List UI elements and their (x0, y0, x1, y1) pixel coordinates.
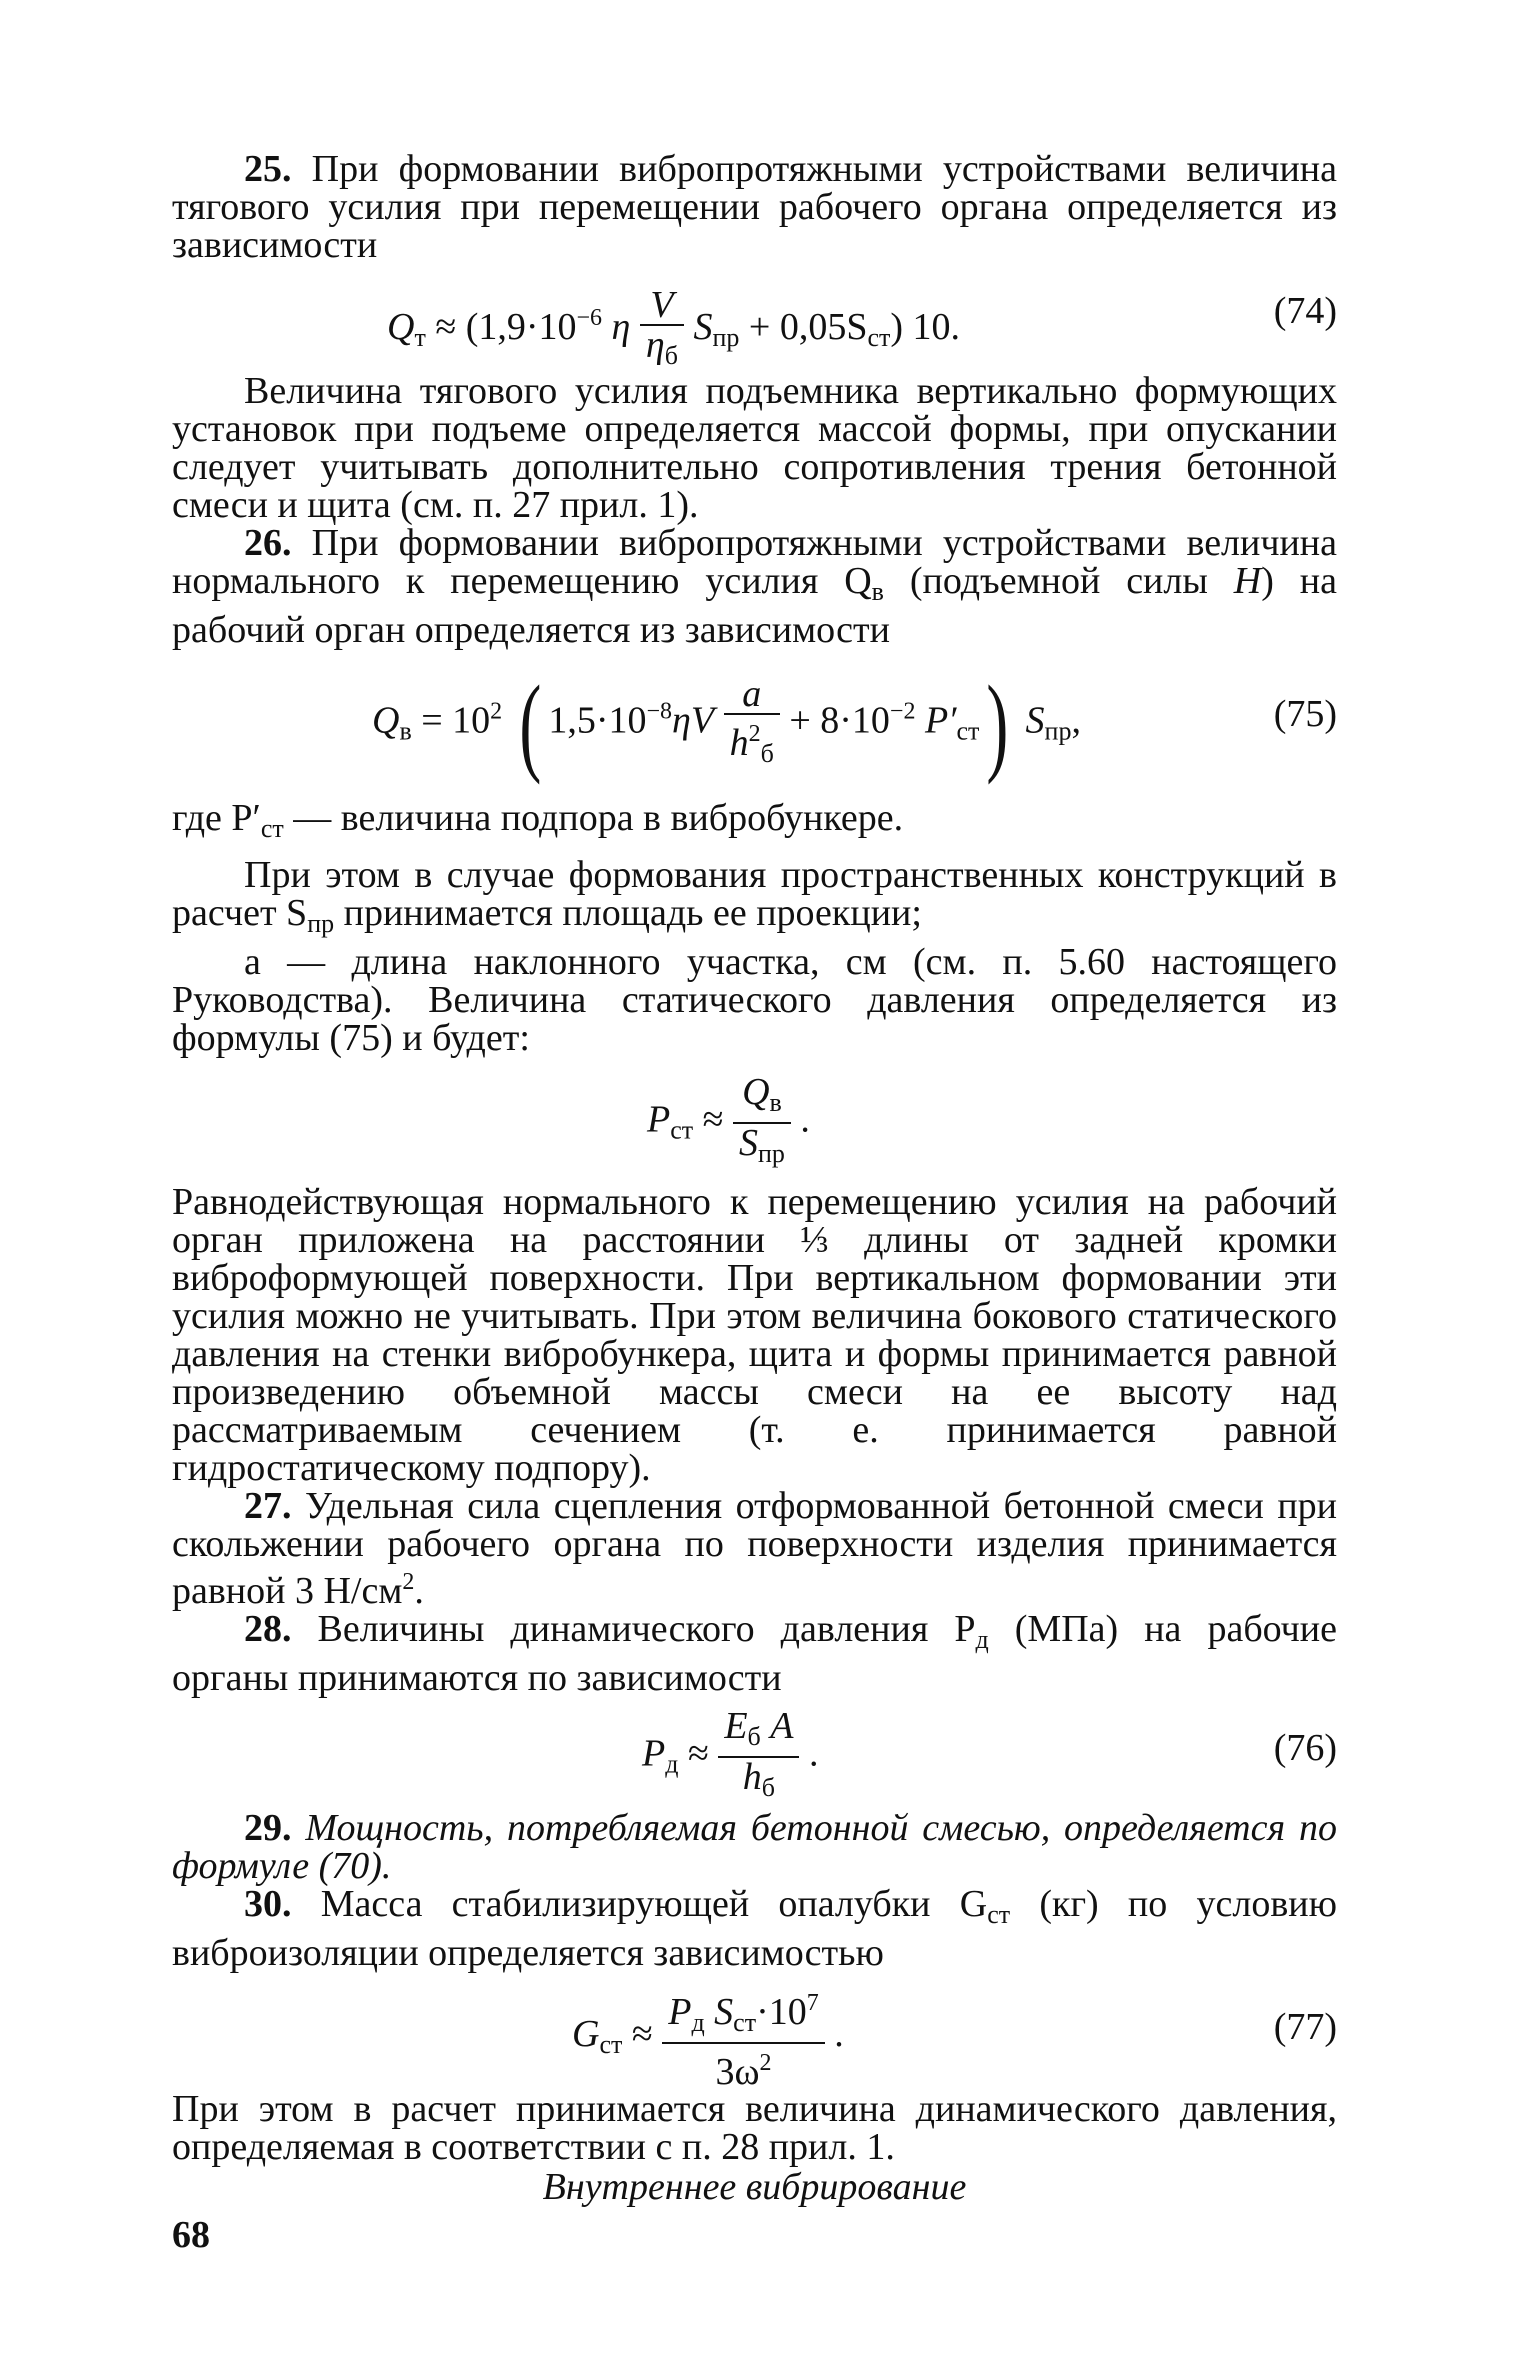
eq-symbol: G (572, 2013, 600, 2056)
paragraph-where (172, 799, 1337, 848)
paragraph-final: При этом в расчет принимается величина динамического давления, определяемая в соответствии с п. 28 прил. 1. (172, 2088, 1337, 2168)
eq-sub: пр (1044, 716, 1072, 746)
item-number: 30. (244, 1883, 292, 1925)
eq-text: . (834, 2013, 844, 2056)
eq-sub: ст (670, 1115, 694, 1145)
eq-sup: −6 (576, 305, 603, 332)
eq-sub: т (414, 323, 426, 353)
eq-sub: ст (867, 323, 891, 353)
eq-sub: ст (733, 2008, 757, 2037)
paragraph-26 (172, 524, 1337, 649)
paragraph-text: Масса стабилизирующей опалубки G (320, 1883, 988, 1925)
section-heading: Внутреннее вибрирование (542, 2166, 967, 2208)
paragraph-spatial (172, 856, 1337, 943)
right-paren: ) (986, 663, 1009, 785)
frac-numerator: a (742, 673, 762, 715)
item-number: 26. (244, 522, 292, 564)
eq-operator: ≈ (687, 1732, 709, 1775)
eq-text: η (602, 306, 631, 349)
eq-operator: ≈ (435, 306, 457, 349)
eq-sub: б (760, 739, 774, 768)
eq-text: A (760, 1705, 794, 1747)
paragraph-a-definition: a — длина наклонного участка, см (см. п. 5.60 настоящего Руководства). Величина статического давления определяется из формулы (75) и будет: (172, 941, 1337, 1059)
page-body (172, 150, 1337, 2206)
frac-denominator: h (729, 722, 749, 764)
eq-sub: в (871, 577, 884, 606)
paragraph-text: Мощность, потребляемая бетонной смесью, определяется по формуле (70). (172, 1807, 1337, 1887)
eq-symbol: Q (387, 306, 415, 349)
item-number: 27. (244, 1485, 292, 1527)
eq-fraction (718, 1707, 799, 1807)
eq-sub: пр (307, 909, 335, 938)
eq-text: P′ (915, 699, 957, 742)
eq-text: S (1016, 699, 1045, 742)
frac-numerator: V (650, 284, 674, 326)
eq-text: ) 10. (890, 306, 961, 349)
eq-sub: ст (260, 814, 284, 843)
eq-sup: 2 (759, 2050, 772, 2076)
paragraph-text: Величины динамического давления P (317, 1608, 976, 1650)
eq-sup: −8 (646, 698, 673, 725)
left-paren: ( (519, 663, 541, 785)
eq-text: . (808, 1732, 819, 1775)
item-number: 25. (244, 148, 292, 190)
equation-75 (172, 655, 1337, 795)
paragraph-text: (кг) по условию виброизоляции определяется зависимостью (172, 1883, 1337, 1974)
eq-sub: в (399, 716, 412, 746)
page-number: 68 (172, 2214, 210, 2256)
item-number: 29. (244, 1807, 292, 1849)
frac-denominator: 3ω (715, 2051, 760, 2093)
eq-text: 1,5·10 (548, 699, 647, 742)
eq-fraction (733, 1073, 791, 1173)
eq-sub: ст (956, 716, 980, 746)
paragraph-resultant: Равнодействующая нормального к перемещению усилия на рабочий орган приложена на расстоянии ⅓ длины от задней кромки виброформующей поверхности. При вертикальном формовании эти усилия можно не учитывать. При этом величина бокового статического давления на стенки вибробункера, щита и формы принимается равной произведению объемной массы смеси на ее высоту над рассматриваемым сечением (т. е. принимается равной гидростатическому подпору). (172, 1181, 1337, 1489)
frac-numerator: E (724, 1705, 748, 1747)
eq-symbol: P (647, 1098, 671, 1141)
paragraph-30 (172, 1885, 1337, 1972)
eq-sub: д (691, 2008, 705, 2037)
eq-text: , (1071, 699, 1081, 742)
eq-sub: в (769, 1088, 782, 1117)
equation-number: (77) (1273, 2006, 1337, 2048)
eq-text: ηV (672, 699, 715, 742)
eq-sub: пр (712, 323, 740, 353)
equation-number: (75) (1273, 693, 1337, 735)
eq-text: . (800, 1098, 810, 1141)
paragraph-28 (172, 1610, 1337, 1697)
paragraph-text: . (414, 1570, 424, 1612)
paragraph-text: При этом в случае формования пространственных конструкций в расчет S (172, 854, 1337, 934)
eq-sup: 2 (748, 721, 761, 747)
eq-symbol: P (642, 1732, 666, 1775)
eq-text: S (704, 1991, 734, 2033)
paragraph-text: где P′ (172, 797, 261, 839)
eq-sup: 2 (402, 1569, 415, 1595)
paragraph-29 (172, 1809, 1337, 1885)
eq-sup: 2 (490, 698, 503, 725)
eq-sup: −2 (889, 698, 916, 725)
eq-fraction (724, 675, 780, 773)
equation-76 (172, 1703, 1337, 1807)
paragraph-text: Удельная сила сцепления отформованной бетонной смеси при скольжении рабочего органа по поверхности изделия принимается равной 3 Н/см (172, 1485, 1337, 1612)
equation-pst (172, 1065, 1337, 1175)
eq-sub: д (975, 1625, 989, 1654)
eq-text: S (684, 306, 713, 349)
paragraph-text: При формовании вибропротяжными устройствами величина тягового усилия при перемещении рабочего органа определяется из зависимости (172, 148, 1338, 266)
paragraph-text: ) на рабочий орган определяется из зависимости (172, 560, 1337, 651)
paragraph-text: (МПа) на рабочие органы принимаются по зависимости (172, 1608, 1337, 1699)
paragraph-lift: Величина тягового усилия подъемника вертикально формующих установок при подъеме определяется массой формы, при опускании следует учитывать дополнительно сопротивления трения бетонной смеси и щита (см. п. 27 прил. 1). (172, 370, 1337, 526)
eq-operator: ≈ (702, 1098, 724, 1141)
eq-text: ·10 (756, 1991, 807, 2033)
paragraph-text: (подъемной силы (883, 560, 1234, 602)
eq-sub: б (664, 341, 678, 370)
eq-sub: ст (599, 2030, 623, 2060)
eq-symbol: Q (372, 699, 400, 742)
eq-sub: д (665, 1749, 679, 1779)
frac-denominator: η (645, 324, 665, 366)
frac-denominator: h (742, 1756, 762, 1798)
equation-number: (76) (1273, 1727, 1337, 1769)
eq-sub: пр (757, 1139, 785, 1168)
equation-74 (172, 268, 1337, 370)
eq-sub: ст (987, 1900, 1011, 1929)
eq-text: (1,9·10 (465, 306, 577, 349)
paragraph-text: принимается площадь ее проекции; (334, 892, 922, 934)
eq-text: + 8·10 (779, 699, 890, 742)
eq-operator: = 10 (421, 699, 491, 742)
eq-fraction (640, 286, 684, 375)
frac-numerator: Q (742, 1071, 770, 1113)
eq-sub: б (747, 1722, 761, 1751)
paragraph-text: — величина подпора в вибробункере. (283, 797, 904, 839)
paragraph-27 (172, 1487, 1337, 1610)
symbol: H (1233, 560, 1262, 602)
equation-number: (74) (1273, 290, 1337, 332)
eq-sub: б (761, 1773, 776, 1802)
equation-77 (172, 1978, 1337, 2093)
eq-fraction (662, 1984, 825, 2091)
eq-text: + 0,05S (739, 306, 868, 349)
paragraph-25 (172, 150, 1337, 264)
eq-operator: ≈ (631, 2013, 653, 2056)
frac-numerator: P (668, 1991, 692, 2033)
frac-denominator: S (738, 1122, 758, 1164)
item-number: 28. (244, 1608, 292, 1650)
eq-sup: 7 (806, 1990, 819, 2016)
paragraph-text: При формовании вибропротяжными устройствами величина нормального к перемещению усилия Q (172, 522, 1338, 602)
